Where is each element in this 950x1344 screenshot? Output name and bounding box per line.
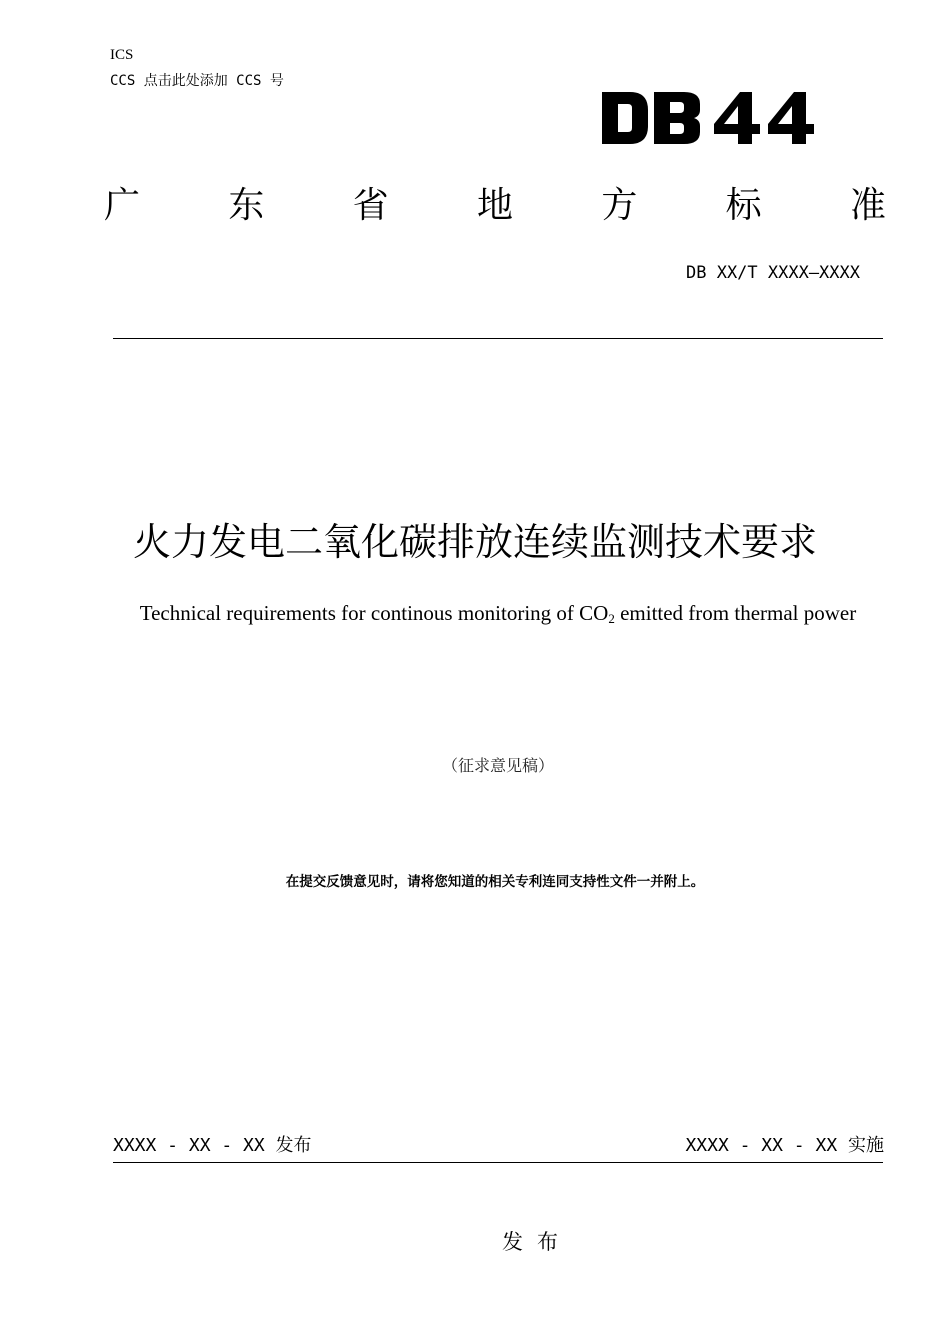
title-en-subscript: 2	[608, 611, 615, 626]
standard-number: DB XX/T XXXX—XXXX	[686, 263, 860, 283]
standard-name-char: 准	[849, 185, 886, 226]
publish-date: XXXX - XX - XX 发布	[113, 1135, 312, 1156]
standard-category-title	[104, 184, 886, 228]
footer-divider	[113, 1162, 883, 1163]
title-en-part: emitted from thermal power	[614, 601, 857, 625]
draft-label: （征求意见稿）	[441, 756, 554, 775]
patent-notice: 在提交反馈意见时，请将您知道的相关专利连同支持性文件一并附上。	[285, 874, 705, 890]
issuer-label: 发布	[502, 1230, 572, 1254]
ics-label: ICS	[110, 47, 134, 63]
standard-name-char: 方	[601, 185, 638, 226]
ccs-placeholder[interactable]: CCS 点击此处添加 CCS 号	[110, 73, 284, 89]
title-en-part: Technical requirements for continous monitoring of CO	[139, 601, 609, 625]
standard-name-char: 地	[476, 185, 513, 226]
standard-name-char: 广	[104, 185, 141, 226]
standard-name-char: 省	[352, 185, 389, 226]
document-title-en	[0, 600, 950, 632]
document-title-cn: 火力发电二氧化碳排放连续监测技术要求	[132, 520, 817, 564]
effective-date: XXXX - XX - XX 实施	[685, 1135, 884, 1156]
standard-name-char: 东	[228, 185, 265, 226]
db44-logo	[600, 84, 815, 154]
standard-name-char: 标	[725, 185, 762, 226]
header-divider	[113, 338, 883, 339]
